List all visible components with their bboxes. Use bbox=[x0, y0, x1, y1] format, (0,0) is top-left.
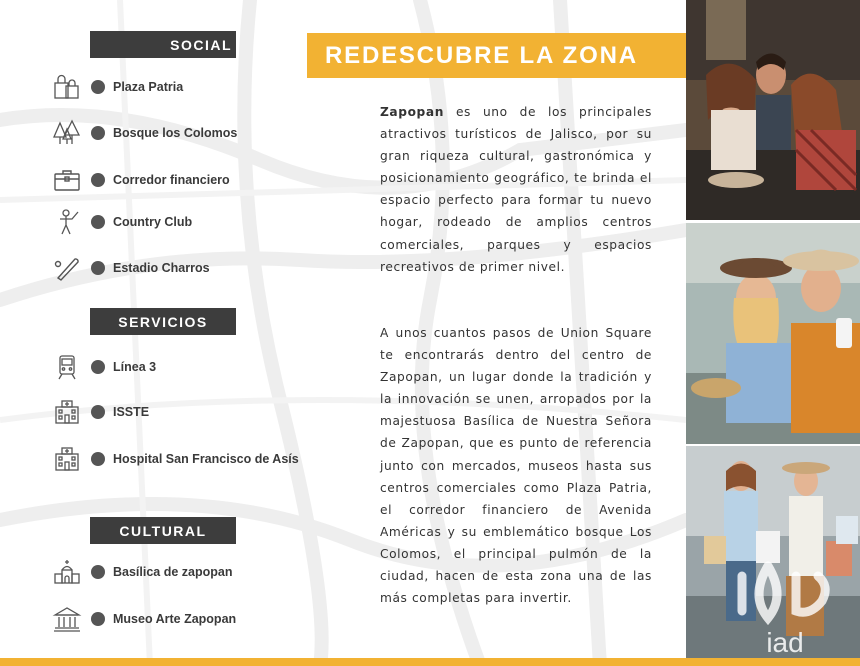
item-label: Corredor financiero bbox=[113, 173, 230, 187]
bullet-dot bbox=[91, 173, 105, 187]
paragraph-2: A unos cuantos pasos de Union Square te encontrarás dentro del centro de Zapopan, un lugar donde la tradición y la innovación se unen, arropados por la majestuosa Basílica de Nuestra Señora de Zapopan, que es punto de referencia junto con mercados, museos hasta sus centros comerciales como Plaza Patria, el corredor financiero de Avenida Américas y su emblemático bosque Los Colomos, el principal pulmón de la ciudad, hacen de esta zona una de las más completas para invertir. bbox=[380, 326, 652, 606]
item-label: Country Club bbox=[113, 215, 193, 229]
item-label: Plaza Patria bbox=[113, 80, 184, 94]
category-header-social: SOCIAL bbox=[90, 31, 236, 58]
bullet-dot bbox=[91, 261, 105, 275]
list-item bbox=[50, 604, 236, 634]
page-title: REDESCUBRE LA ZONA bbox=[307, 33, 687, 78]
photo-women-smiling bbox=[686, 223, 860, 444]
bottom-accent-bar bbox=[0, 658, 860, 666]
bullet-dot bbox=[91, 126, 105, 140]
bullet-dot bbox=[91, 360, 105, 374]
baseball-bat-icon bbox=[50, 253, 84, 283]
list-item bbox=[50, 557, 232, 587]
museum-icon bbox=[50, 604, 84, 634]
golf-player-icon bbox=[50, 207, 84, 237]
item-label: Hospital San Francisco de Asís bbox=[113, 452, 299, 466]
shopping-bags-icon bbox=[50, 72, 84, 102]
list-item bbox=[50, 165, 230, 195]
paragraph-1 bbox=[380, 101, 652, 278]
list-item bbox=[50, 444, 299, 474]
item-label: Línea 3 bbox=[113, 360, 157, 374]
trees-icon bbox=[50, 118, 84, 148]
category-header-servicios: SERVICIOS bbox=[90, 308, 236, 335]
hospital-building-icon bbox=[50, 444, 84, 474]
bullet-dot bbox=[91, 80, 105, 94]
item-label: ISSTE bbox=[113, 405, 150, 419]
list-item bbox=[50, 253, 210, 283]
item-label: Museo Arte Zapopan bbox=[113, 612, 237, 626]
hospital-building-icon bbox=[50, 397, 84, 427]
bullet-dot bbox=[91, 452, 105, 466]
briefcase-icon bbox=[50, 165, 84, 195]
iad-logo-text: iad bbox=[766, 627, 804, 656]
bullet-dot bbox=[91, 612, 105, 626]
list-item bbox=[50, 118, 237, 148]
church-icon bbox=[50, 557, 84, 587]
paragraph-1-text: es uno de los principales atractivos turísticos de Jalisco, por su gran riqueza cultural, gastronómica y posicionamiento geográfico, te brinda el espacio perfecto para formar tu nuevo hogar, rodeado de amplios centros comerciales, parques y espacios recreativos de primer nivel. bbox=[380, 105, 652, 274]
list-item bbox=[50, 352, 156, 382]
list-item bbox=[50, 72, 183, 102]
iad-logo bbox=[730, 556, 850, 656]
bullet-dot bbox=[91, 215, 105, 229]
item-label: Basílica de zapopan bbox=[113, 565, 233, 579]
item-label: Estadio Charros bbox=[113, 261, 210, 275]
paragraph-lead: Zapopan bbox=[380, 105, 444, 119]
bullet-dot bbox=[91, 565, 105, 579]
photo-restaurant-friends bbox=[686, 0, 860, 220]
category-header-cultural: CULTURAL bbox=[90, 517, 236, 544]
bullet-dot bbox=[91, 405, 105, 419]
train-icon bbox=[50, 352, 84, 382]
list-item bbox=[50, 397, 149, 427]
item-label: Bosque los Colomos bbox=[113, 126, 238, 140]
list-item bbox=[50, 207, 192, 237]
